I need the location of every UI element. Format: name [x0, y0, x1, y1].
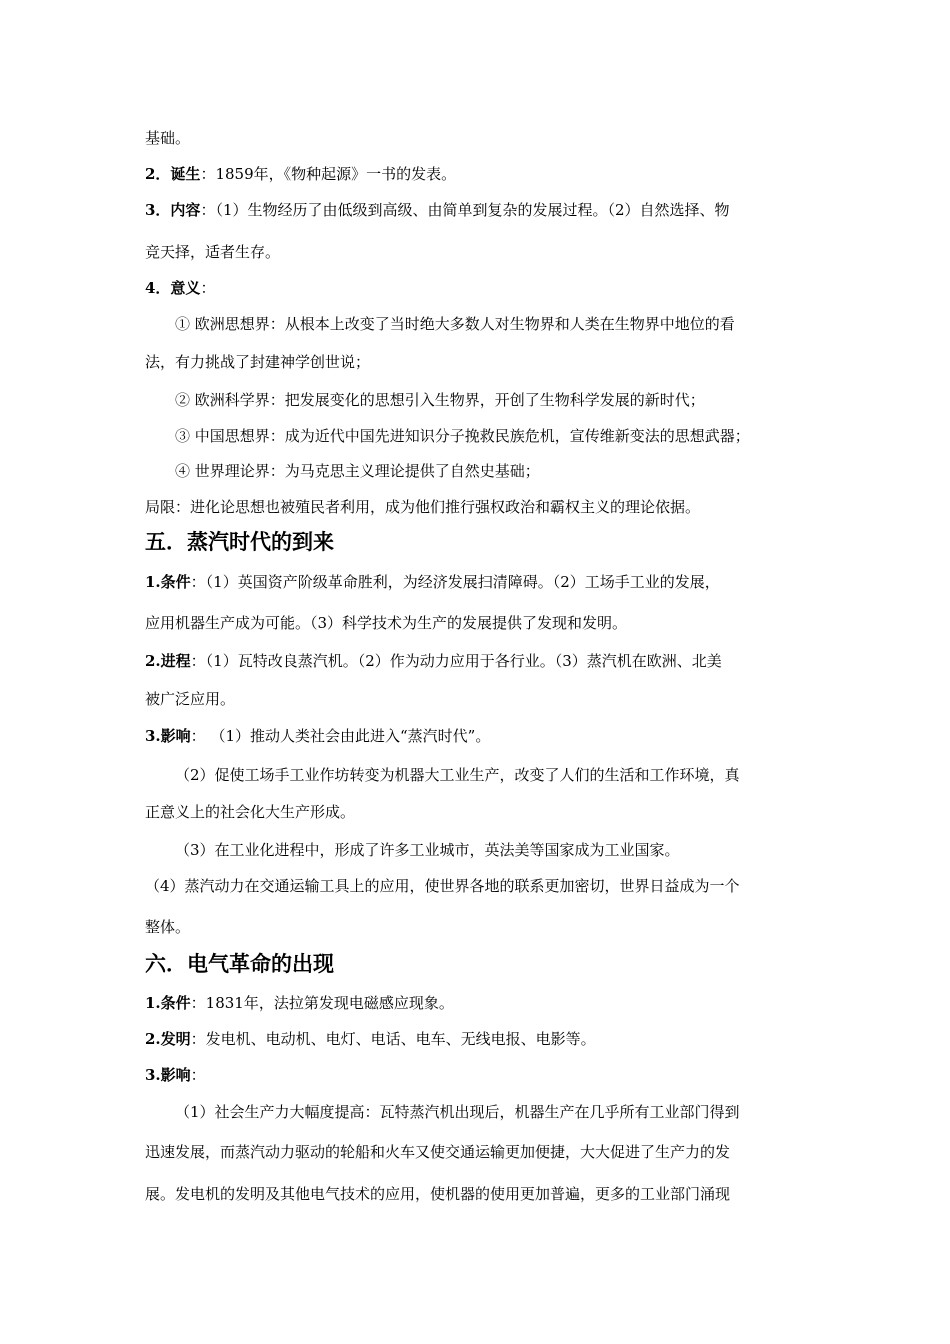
item-label: 3．内容 [145, 201, 201, 219]
item-label: 3.影响 [145, 727, 191, 745]
text-line: 法，有力挑战了封建神学创世说； [145, 353, 371, 371]
item-label: 2.发明 [145, 1030, 191, 1048]
text-line: 应用机器生产成为可能。（3）科学技术为生产的发展提供了发现和发明。 [145, 614, 628, 632]
item-label: 3.影响 [145, 1066, 191, 1084]
text-line: 被广泛应用。 [145, 690, 236, 708]
text-line: 3.影响： （1）推动人类社会由此进入“蒸汽时代”。 [145, 727, 491, 745]
section-heading: 五．蒸汽时代的到来 [145, 530, 334, 554]
item-label: 4．意义 [145, 279, 201, 297]
text-line: 局限：进化论思想也被殖民者利用，成为他们推行强权政治和霸权主义的理论依据。 [145, 498, 701, 516]
text-line: 展。发电机的发明及其他电气技术的应用，使机器的使用更加普遍，更多的工业部门涌现 [145, 1185, 731, 1203]
item-label: 2．诞生 [145, 165, 201, 183]
text-line: 整体。 [145, 918, 191, 936]
text-line: 1.条件：1831年，法拉第发现电磁感应现象。 [145, 994, 454, 1012]
text-line: 基础。 [145, 129, 191, 147]
text-line: ③ 中国思想界：成为近代中国先进知识分子挽救民族危机，宣传维新变法的思想武器； [175, 427, 750, 445]
text-line: 4．意义： [145, 279, 216, 297]
text-line: ④ 世界理论界：为马克思主义理论提供了自然史基础； [175, 462, 540, 480]
item-label: 2.进程 [145, 652, 191, 670]
text-line: 2.进程：（1）瓦特改良蒸汽机。（2）作为动力应用于各行业。（3）蒸汽机在欧洲、北美 [145, 652, 722, 670]
item-label: 1.条件 [145, 573, 191, 591]
text-line: ① 欧洲思想界：从根本上改变了当时绝大多数人对生物界和人类在生物界中地位的看 [175, 315, 735, 333]
text-line: 1.条件：（1）英国资产阶级革命胜利，为经济发展扫清障碍。（2）工场手工业的发展， [145, 573, 720, 591]
text-line: （3）在工业化进程中，形成了许多工业城市，英法美等国家成为工业国家。 [175, 841, 680, 859]
text-line: 迅速发展，而蒸汽动力驱动的轮船和火车又使交通运输更加便捷，大大促进了生产力的发 [145, 1143, 731, 1161]
text-line: 3．内容：（1）生物经历了由低级到高级、由简单到复杂的发展过程。（2）自然选择、物 [145, 201, 730, 219]
text-line: 2．诞生：1859年，《物种起源》一书的发表。 [145, 165, 457, 183]
section-heading: 六．电气革命的出现 [145, 952, 334, 976]
text-line: 2.发明：发电机、电动机、电灯、电话、电车、无线电报、电影等。 [145, 1030, 596, 1048]
item-label: 1.条件 [145, 994, 191, 1012]
text-line: 3.影响： [145, 1066, 206, 1084]
text-line: （2）促使工场手工业作坊转变为机器大工业生产，改变了人们的生活和工作环境，真 [175, 766, 740, 784]
text-line: 竞天择，适者生存。 [145, 243, 281, 261]
text-line: 正意义上的社会化大生产形成。 [145, 803, 356, 821]
text-line: ② 欧洲科学界：把发展变化的思想引入生物界，开创了生物科学发展的新时代； [175, 391, 705, 409]
text-line: （4）蒸汽动力在交通运输工具上的应用，使世界各地的联系更加密切，世界日益成为一个 [145, 877, 740, 895]
text-line: （1）社会生产力大幅度提高：瓦特蒸汽机出现后，机器生产在几乎所有工业部门得到 [175, 1103, 740, 1121]
